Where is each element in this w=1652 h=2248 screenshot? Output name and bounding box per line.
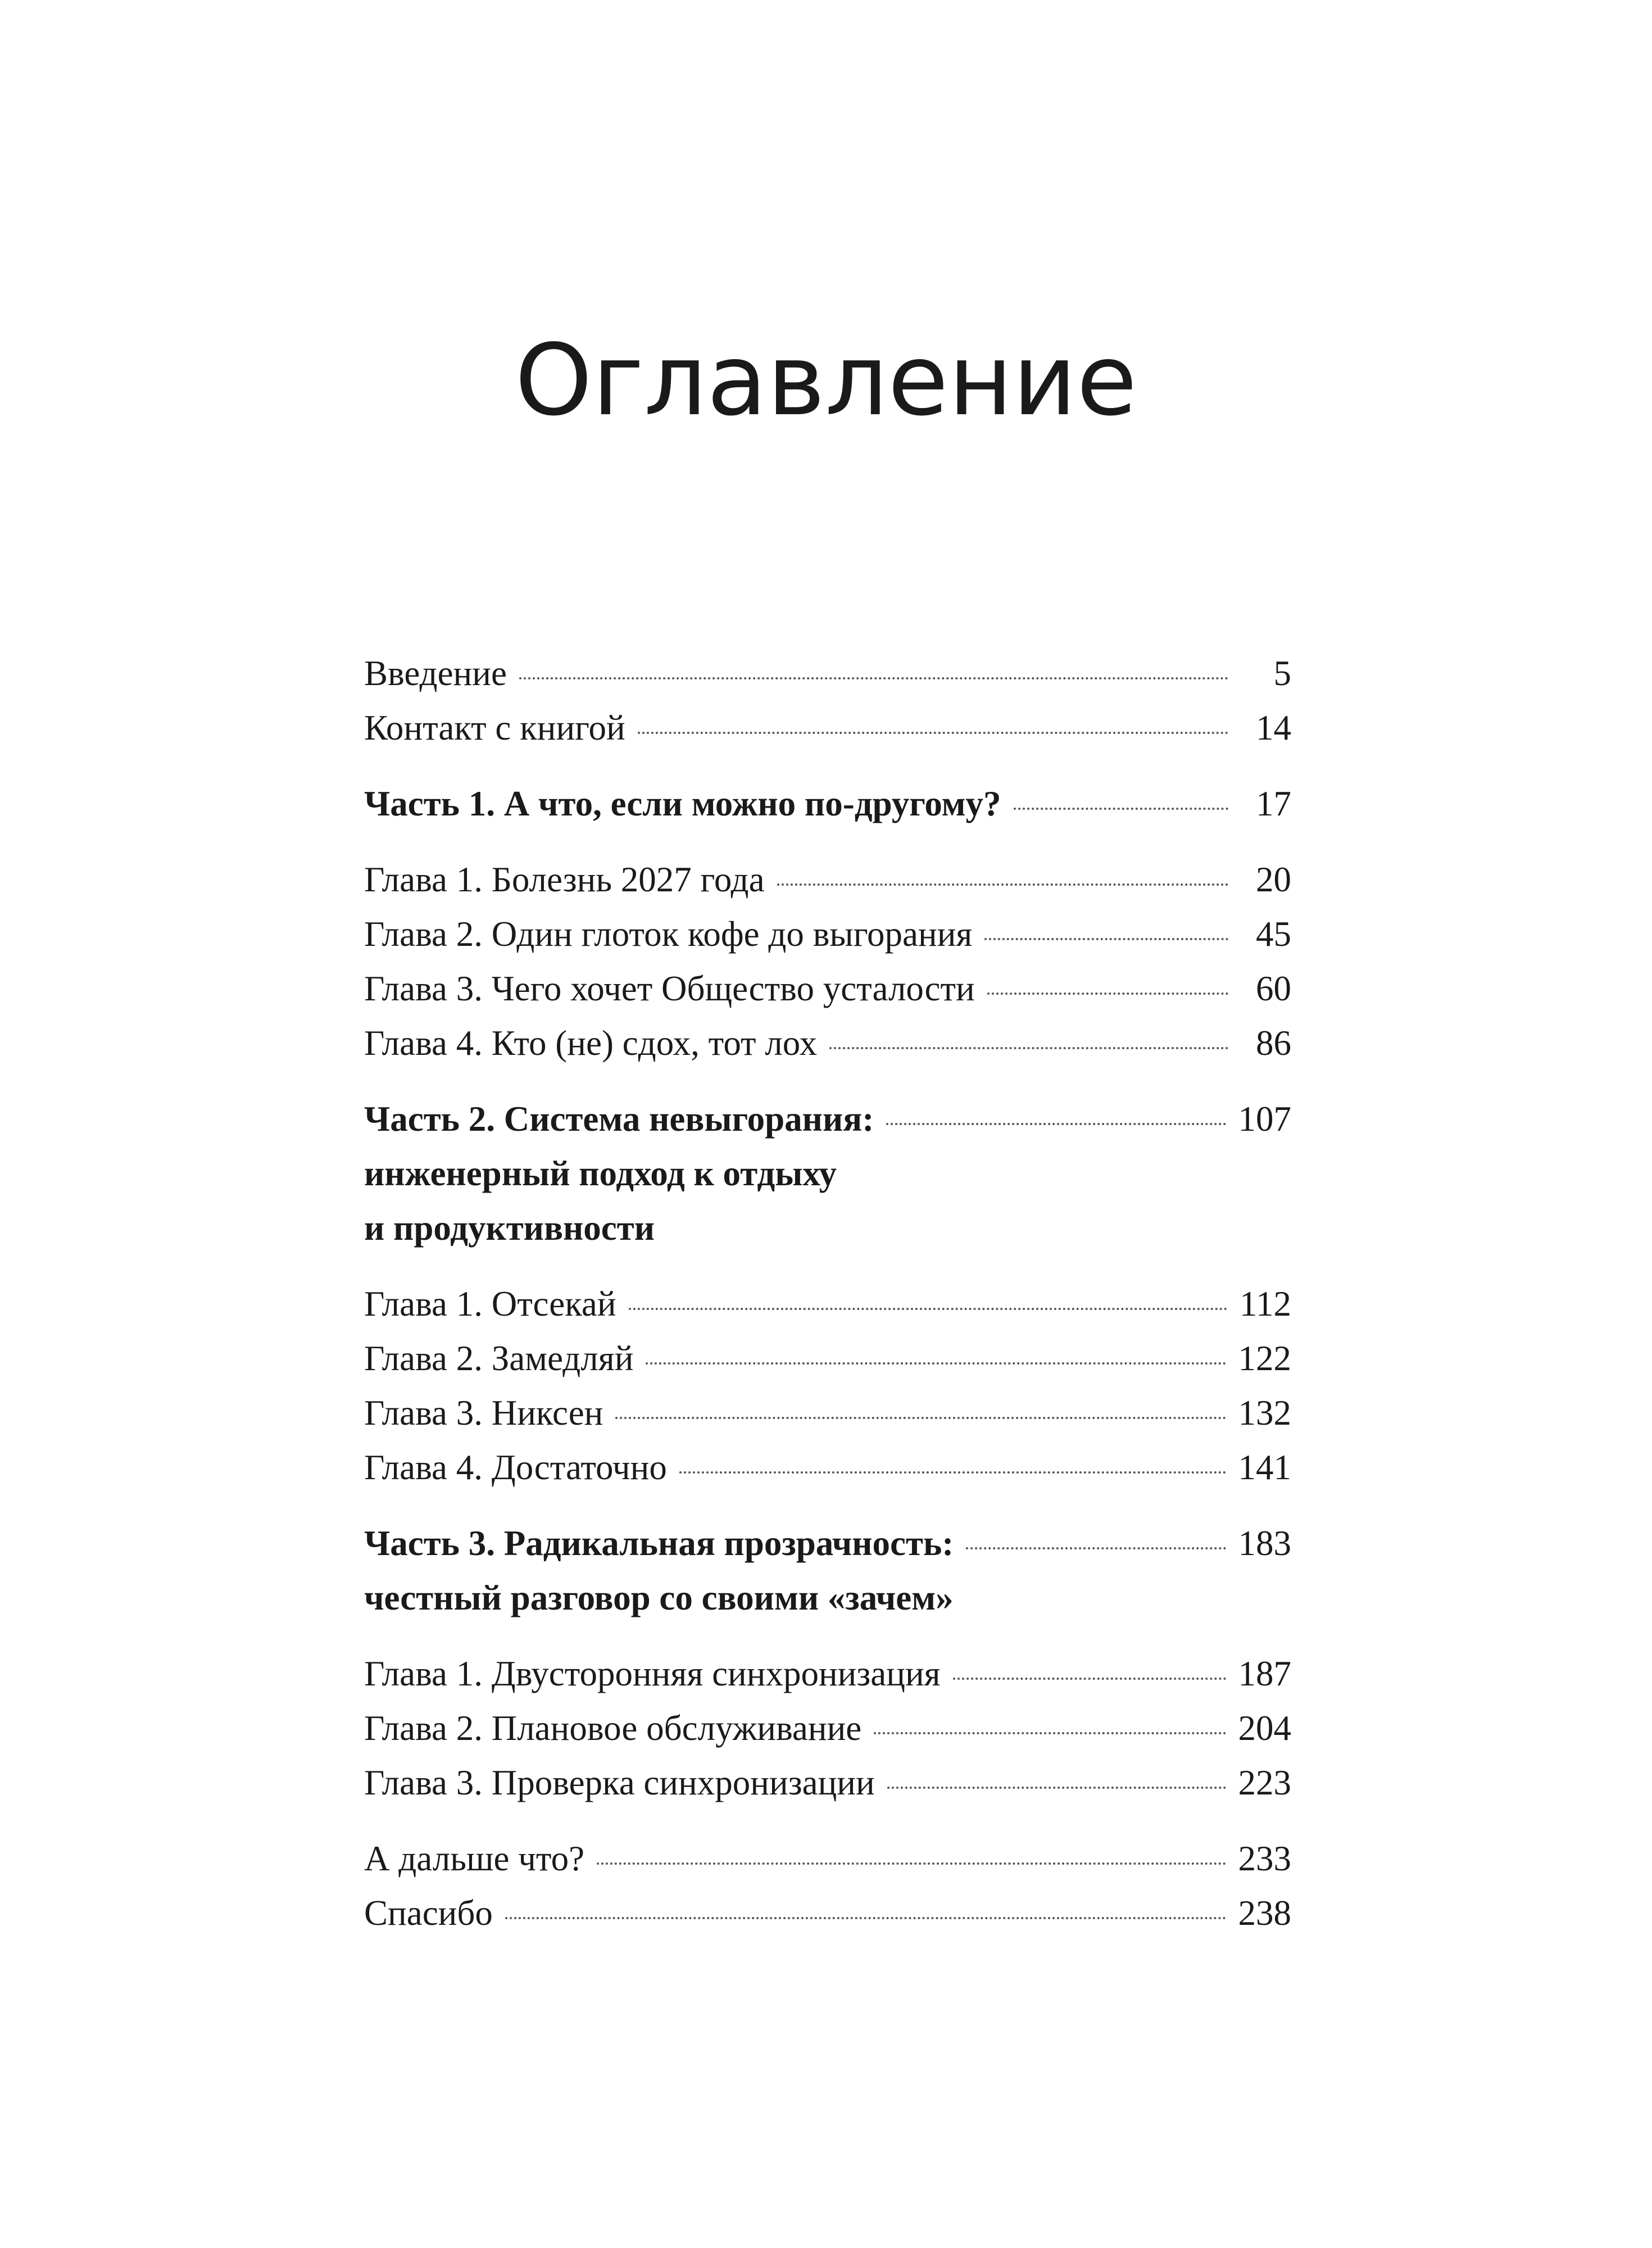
dot-leader [874, 1732, 1226, 1734]
toc-entry-label: Глава 2. Плановое обслуживание [364, 1708, 862, 1748]
toc-entry [364, 1832, 1291, 1886]
toc-entry-label: Глава 4. Достаточно [364, 1448, 667, 1487]
dot-leader [966, 1547, 1226, 1549]
toc-entry-label: Спасибо [364, 1893, 493, 1933]
dot-leader [987, 992, 1228, 995]
toc-entry-page-number: 238 [1238, 1893, 1291, 1933]
dot-leader [829, 1047, 1228, 1049]
toc-entry-page-number: 187 [1238, 1654, 1291, 1693]
dot-leader [1014, 808, 1228, 810]
dot-leader [984, 938, 1228, 940]
toc-entry-label: Глава 1. Болезнь 2027 года [364, 860, 765, 899]
dot-leader [646, 1362, 1226, 1365]
toc-entry-label: Часть 2. Система невыгорания: инженерный подход к отдыху и продуктивности [364, 1099, 874, 1248]
toc-entry [364, 907, 1291, 962]
dot-leader [679, 1471, 1226, 1474]
toc-entry [364, 1016, 1291, 1071]
dot-leader [887, 1787, 1226, 1789]
toc-entry [364, 1386, 1291, 1440]
toc-entry-label: А дальше что? [364, 1839, 585, 1878]
toc-entry [364, 1647, 1291, 1701]
toc-entry [364, 1756, 1291, 1810]
toc-part-entry [364, 1092, 1291, 1256]
toc-entry-page-number: 204 [1238, 1708, 1291, 1748]
toc-entry-page-number: 5 [1273, 654, 1291, 693]
dot-leader [777, 883, 1228, 886]
toc-entry [364, 1886, 1291, 1941]
toc-entry-label: Глава 4. Кто (не) сдох, тот лох [364, 1023, 818, 1063]
toc-entry [364, 1331, 1291, 1386]
toc-entry-page-number: 107 [1238, 1099, 1291, 1139]
dot-leader [953, 1678, 1226, 1680]
toc-entry-label: Глава 2. Один глоток кофе до выгорания [364, 914, 973, 954]
toc-entry-page-number: 20 [1256, 860, 1291, 899]
toc-entry-label: Введение [364, 654, 507, 693]
toc-entry-page-number: 86 [1256, 1023, 1291, 1063]
toc-entry-label: Контакт с книгой [364, 708, 625, 747]
toc-entry-label: Глава 3. Никсен [364, 1393, 603, 1433]
toc-entry-page-number: 60 [1256, 969, 1291, 1008]
toc-entry [364, 1440, 1291, 1495]
dot-leader [886, 1123, 1226, 1125]
dot-leader [519, 677, 1228, 679]
page-title: Оглавление [515, 324, 1137, 438]
toc-entry-page-number: 233 [1238, 1839, 1291, 1878]
toc-entry [364, 646, 1291, 701]
dot-leader [638, 732, 1228, 734]
toc-entry-page-number: 45 [1256, 914, 1291, 954]
toc-entry-page-number: 14 [1256, 708, 1291, 747]
dot-leader [505, 1917, 1226, 1919]
toc-entry [364, 853, 1291, 907]
toc-entry-page-number: 122 [1238, 1339, 1291, 1378]
toc-part-entry [364, 1516, 1291, 1625]
toc-part-entry [364, 777, 1291, 831]
toc-entry-page-number: 132 [1238, 1393, 1291, 1433]
toc-entry-page-number: 141 [1238, 1448, 1291, 1487]
table-of-contents [364, 646, 1291, 1941]
toc-entry-page-number: 183 [1238, 1524, 1291, 1563]
dot-leader [597, 1862, 1226, 1865]
toc-entry-label: Часть 1. А что, если можно по-другому? [364, 784, 1001, 823]
toc-entry [364, 962, 1291, 1016]
toc-entry-page-number: 112 [1239, 1284, 1291, 1324]
toc-entry-label: Глава 1. Двусторонняя синхронизация [364, 1654, 941, 1693]
toc-entry-label: Глава 3. Чего хочет Общество усталости [364, 969, 975, 1008]
toc-entry-page-number: 223 [1238, 1763, 1291, 1802]
dot-leader [615, 1417, 1226, 1419]
toc-entry [364, 1701, 1291, 1756]
toc-entry [364, 1277, 1291, 1331]
toc-entry-page-number: 17 [1256, 784, 1291, 823]
toc-entry [364, 701, 1291, 755]
toc-entry-label: Глава 1. Отсекай [364, 1284, 616, 1324]
toc-entry-label: Часть 3. Радикальная прозрачность: честный разговор со своими «зачем» [364, 1524, 954, 1617]
dot-leader [629, 1308, 1227, 1310]
toc-entry-label: Глава 3. Проверка синхронизации [364, 1763, 875, 1802]
toc-entry-label: Глава 2. Замедляй [364, 1339, 634, 1378]
